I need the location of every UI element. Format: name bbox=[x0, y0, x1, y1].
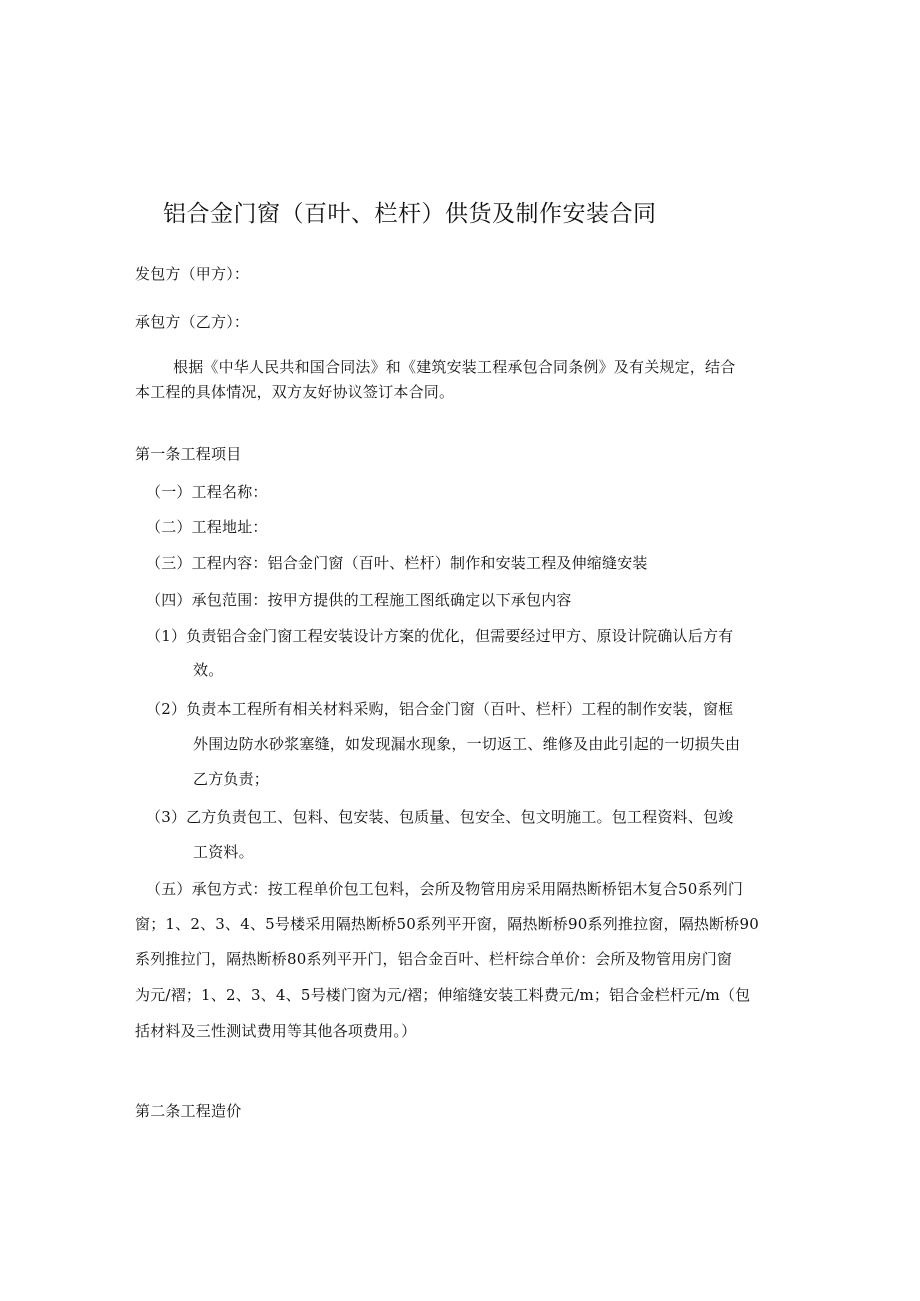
article-1-item-project-name: （一）工程名称： bbox=[146, 483, 268, 501]
contract-method-line-3: 系列推拉门，隔热断桥80系列平开门，铝合金百叶、栏杆综合单价：会所及物管用房门窗 bbox=[135, 950, 733, 968]
contract-method-line-5: 括材料及三性测试费用等其他各项费用。） bbox=[135, 1022, 417, 1040]
article-1-item-contract-scope: （四）承包范围：按甲方提供的工程施工图纸确定以下承包内容 bbox=[146, 591, 572, 609]
article-2-heading: 第二条工程造价 bbox=[135, 1102, 242, 1120]
article-1-heading: 第一条工程项目 bbox=[135, 445, 242, 463]
article-1-item-project-content: （三）工程内容：铝合金门窗（百叶、栏杆）制作和安装工程及伸缩缝安装 bbox=[146, 554, 648, 572]
document-title: 铝合金门窗（百叶、栏杆）供货及制作安装合同 bbox=[163, 201, 657, 227]
scope-item-2-line-1: （2）负责本工程所有相关材料采购，铝合金门窗（百叶、栏杆）工程的制作安装，窗框 bbox=[146, 700, 734, 718]
party-a-line: 发包方（甲方）： bbox=[135, 265, 250, 283]
party-b-line: 承包方（乙方）： bbox=[135, 313, 250, 331]
article-1-item-project-address: （二）工程地址： bbox=[146, 518, 268, 536]
scope-item-3-line-2: 工资料。 bbox=[193, 843, 254, 861]
contract-method-line-2: 窗；1、2、3、4、5号楼采用隔热断桥50系列平开窗，隔热断桥90系列推拉窗，隔热断桥90 bbox=[135, 915, 759, 933]
scope-item-2-line-2: 外围边防水砂浆塞缝，如发现漏水现象，一切返工、维修及由此引起的一切损失由 bbox=[193, 735, 741, 753]
intro-paragraph-line-1: 根据《中华人民共和国合同法》和《建筑安装工程承包合同条例》及有关规定，结合 bbox=[173, 358, 736, 376]
contract-method-line-4: 为元/褶；1、2、3、4、5号楼门窗为元/褶；伸缩缝安装工料费元/m；铝合金栏杆元/m（包 bbox=[135, 986, 751, 1004]
scope-item-2-line-3: 乙方负责； bbox=[193, 770, 270, 788]
contract-method-line-1: （五）承包方式：按工程单价包工包料，会所及物管用房采用隔热断桥铝木复合50系列门 bbox=[146, 880, 744, 898]
scope-item-1-line-2: 效。 bbox=[193, 661, 224, 679]
scope-item-3-line-1: （3）乙方负责包工、包料、包安装、包质量、包安全、包文明施工。包工程资料、包竣 bbox=[146, 808, 734, 826]
intro-paragraph-line-2: 本工程的具体情况，双方友好协议签订本合同。 bbox=[135, 383, 455, 401]
scope-item-1-line-1: （1）负责铝合金门窗工程安装设计方案的优化，但需要经过甲方、原设计院确认后方有 bbox=[146, 627, 734, 645]
